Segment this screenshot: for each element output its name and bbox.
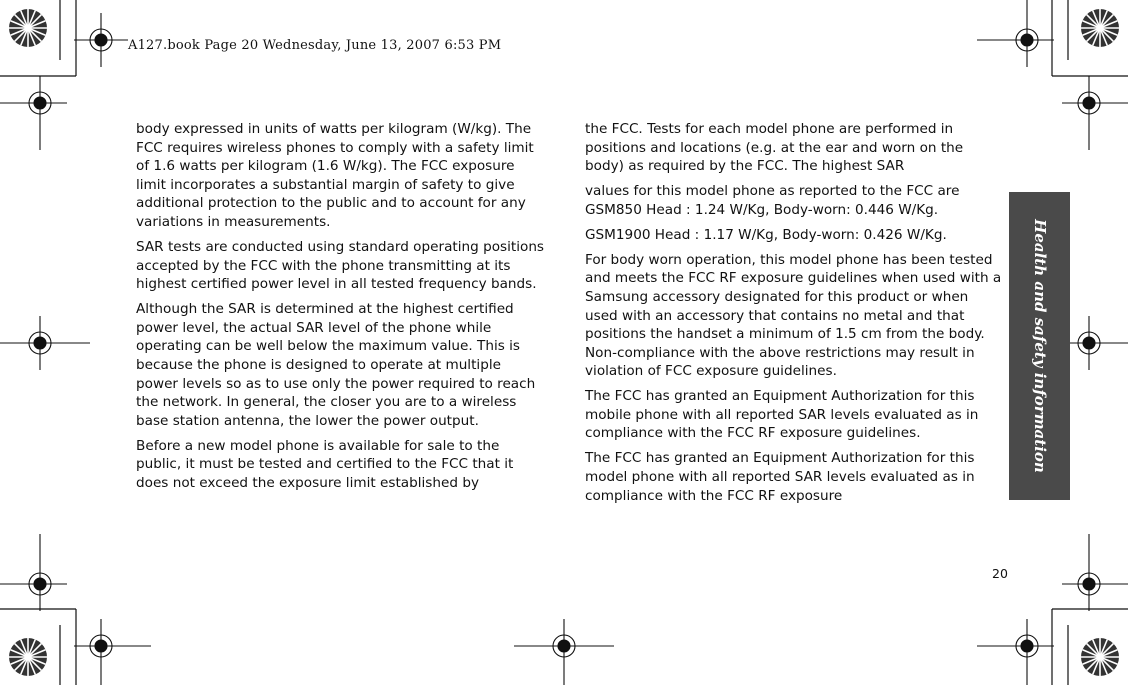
- paragraph: the FCC. Tests for each model phone are performed in positions and locations (e.g. at the ear and worn on the body) as required by the FCC. The highest SAR: [585, 121, 964, 175]
- starburst-bottom-right: [1081, 638, 1119, 676]
- paragraph: values for this model phone as reported to the FCC are GSM850 Head : 1.24 W/Kg, Body-worn: 0.446 W/Kg.: [585, 183, 960, 218]
- crosshair-upper-right-side: [1062, 76, 1128, 150]
- paragraph: SAR tests are conducted using standard operating positions accepted by the FCC with the phone transmitting at its highest certified power level in all tested frequency bands.: [136, 238, 545, 293]
- crosshair-lower-left-side: [0, 534, 67, 611]
- paragraph: For body worn operation, this model phone has been tested and meets the FCC RF exposure guidelines when used with a Samsung accessory designated for this product or when used with an accessory that contains no metal and that positions the handset a minimum of 1.5 cm from the body. Non-compliance with the above restrictions may result in violation of FCC exposure guidelines.: [585, 251, 1002, 380]
- left-column: [136, 120, 544, 499]
- section-side-tab: [1009, 192, 1070, 500]
- starburst-top-right: [1081, 9, 1119, 47]
- starburst-bottom-left: [9, 638, 47, 676]
- paragraph: The FCC has granted an Equipment Authorization for this mobile phone with all reported SAR levels evaluated as in compliance with the FCC RF exposure guidelines.: [585, 388, 979, 442]
- crosshair-upper-left-side: [0, 76, 67, 150]
- section-tab-label: Health and safety information: [1030, 219, 1049, 473]
- paragraph: body expressed in units of watts per kilogram (W/kg). The FCC requires wireless phones to comply with a safety limit of 1.6 watts per kilogram (1.6 W/kg). The FCC exposure limit incorporates a substantial margin of safety to give additional protection to the public and to account for any variations in measurements.: [136, 121, 534, 230]
- crosshair-top-left: [74, 13, 128, 67]
- paragraph: The FCC has granted an Equipment Authorization for this model phone with all reported SAR levels evaluated as in compliance with the FCC RF exposure: [585, 450, 975, 504]
- print-slug-header: A127.book Page 20 Wednesday, June 13, 2007 6:53 PM: [128, 38, 502, 53]
- crosshair-top-right: [977, 0, 1054, 67]
- paragraph: Before a new model phone is available for sale to the public, it must be tested and certified to the FCC that it does not exceed the exposure limit established by: [136, 437, 514, 491]
- crosshair-middle-left: [0, 316, 90, 370]
- paragraph: Although the SAR is determined at the highest certified power level, the actual SAR level of the phone while operating can be well below the maximum value. This is because the phone is designed to operate at multiple power levels so as to use only the power required to reach the network. In general, the closer you are to a wireless base station antenna, the lower the power output.: [136, 301, 536, 429]
- page-number: 20: [992, 566, 1008, 581]
- paragraph: GSM1900 Head : 1.17 W/Kg, Body-worn: 0.426 W/Kg.: [585, 226, 947, 243]
- crosshair-bottom-left: [74, 619, 151, 685]
- crosshair-bottom-right: [977, 619, 1054, 685]
- starburst-top-left: [9, 9, 47, 47]
- crosshair-bottom-center: [514, 619, 614, 685]
- crosshair-lower-right-side: [1062, 534, 1128, 611]
- right-column: [585, 120, 1003, 512]
